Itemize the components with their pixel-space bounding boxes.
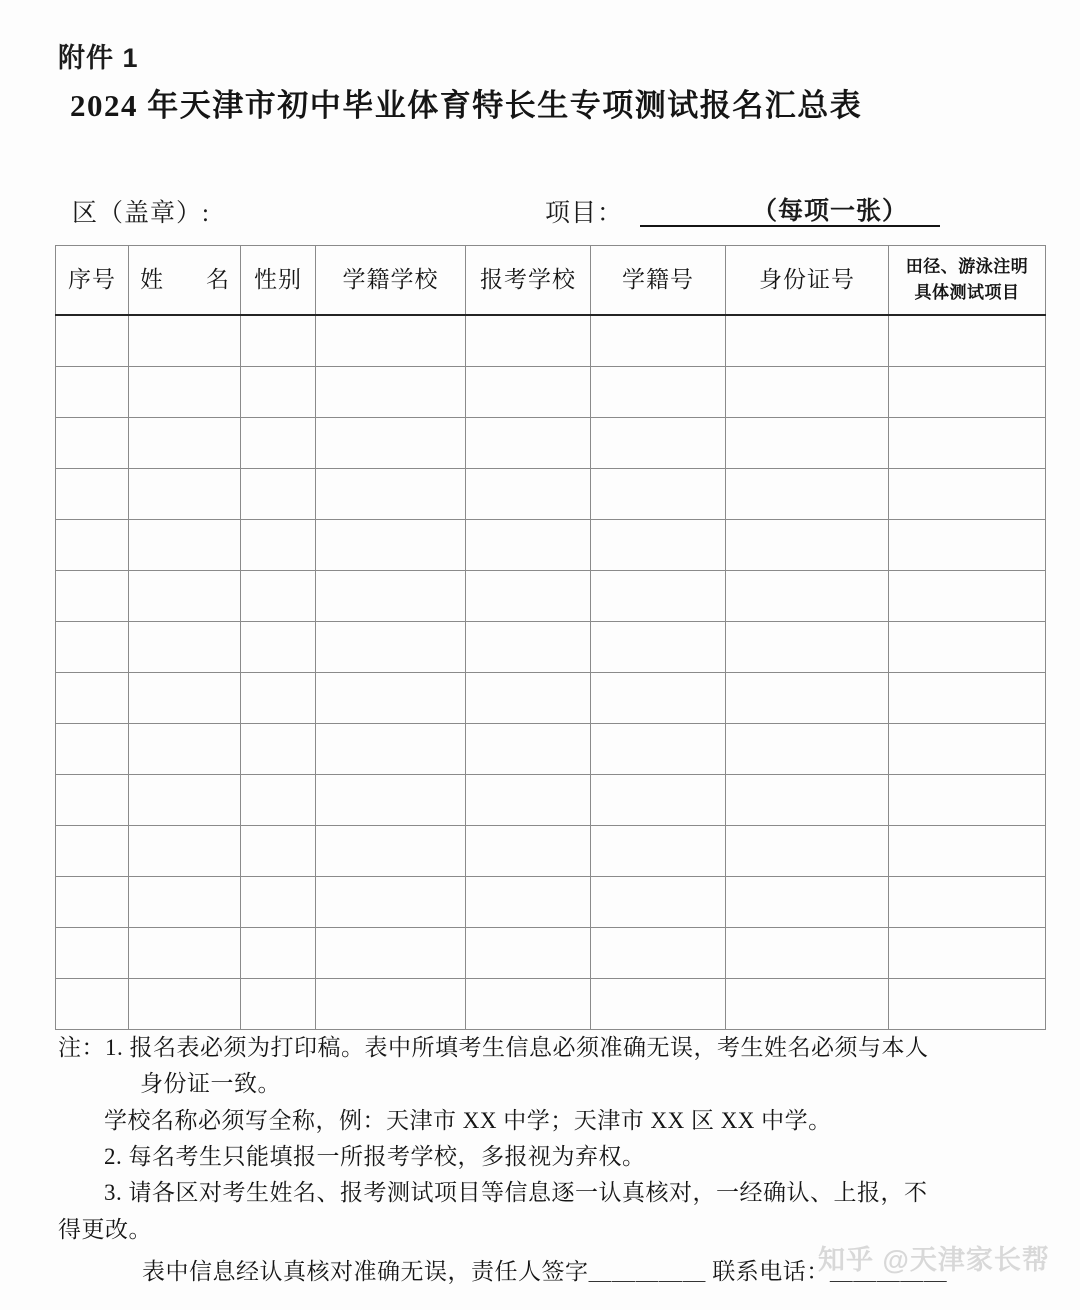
table-cell[interactable] [466,520,591,571]
table-row [56,775,1046,826]
table-cell[interactable] [726,673,889,724]
table-cell[interactable] [56,367,129,418]
table-cell[interactable] [591,877,726,928]
table-cell[interactable] [316,520,466,571]
table-cell[interactable] [129,469,241,520]
table-cell[interactable] [241,673,316,724]
table-cell[interactable] [726,979,889,1030]
table-row [56,469,1046,520]
column-header-id-card: 身份证号 [726,246,889,316]
table-cell[interactable] [591,622,726,673]
table-cell[interactable] [889,775,1046,826]
table-cell[interactable] [129,775,241,826]
table-cell[interactable] [56,418,129,469]
table-cell[interactable] [466,315,591,367]
table-cell[interactable] [56,315,129,367]
note-line-3: 学校名称必须写全称，例：天津市 XX 中学；天津市 XX 区 XX 中学。 [104,1107,832,1133]
table-cell[interactable] [889,826,1046,877]
table-cell[interactable] [466,469,591,520]
table-cell[interactable] [241,826,316,877]
registration-table [55,245,1046,1030]
note-line-5: 3. 请各区对考生姓名、报考测试项目等信息逐一认真核对，一经确认、上报，不 [104,1180,928,1206]
table-cell[interactable] [591,775,726,826]
table-cell[interactable] [129,826,241,877]
table-cell[interactable] [129,724,241,775]
table-cell[interactable] [726,826,889,877]
table-cell[interactable] [889,877,1046,928]
table-cell[interactable] [591,673,726,724]
column-header-applied-school: 报考学校 [466,246,591,316]
table-cell[interactable] [316,673,466,724]
table-cell[interactable] [241,979,316,1030]
table-cell[interactable] [316,367,466,418]
table-cell[interactable] [889,520,1046,571]
table-cell[interactable] [466,826,591,877]
table-cell[interactable] [889,367,1046,418]
table-cell[interactable] [241,775,316,826]
table-row [56,622,1046,673]
table-row [56,979,1046,1030]
district-seal-label: 区（盖章）: [72,200,210,227]
table-cell[interactable] [241,520,316,571]
column-header-student-id: 学籍号 [591,246,726,316]
note-line-4: 2. 每名考生只能填报一所报考学校，多报视为弃权。 [104,1143,646,1169]
table-cell[interactable] [56,469,129,520]
table-cell[interactable] [889,622,1046,673]
table-cell[interactable] [889,571,1046,622]
meta-row [0,193,1080,235]
table-cell[interactable] [56,520,129,571]
table-cell[interactable] [591,724,726,775]
table-cell[interactable] [56,775,129,826]
note-line-2: 身份证一致。 [140,1071,281,1097]
table-cell[interactable] [56,826,129,877]
table-cell[interactable] [316,418,466,469]
table-body [56,315,1046,1030]
table-cell[interactable] [316,928,466,979]
table-cell[interactable] [591,367,726,418]
table-cell[interactable] [726,724,889,775]
table-cell[interactable] [241,622,316,673]
table-cell[interactable] [56,571,129,622]
attachment-label: 附件 1 [58,43,139,73]
table-cell[interactable] [466,928,591,979]
project-label: 项目： [545,200,624,227]
table-row [56,520,1046,571]
table-cell[interactable] [241,571,316,622]
table-row [56,826,1046,877]
table-header-row [56,246,1046,316]
column-header-name [129,246,241,316]
table-cell[interactable] [316,315,466,367]
project-note: （每项一张） [752,198,909,225]
table-cell[interactable] [129,877,241,928]
column-header-name-text: 姓 名 [140,266,239,292]
table-cell[interactable] [241,418,316,469]
table-cell[interactable] [466,367,591,418]
table-cell[interactable] [56,928,129,979]
table-cell[interactable] [56,724,129,775]
table-cell[interactable] [129,673,241,724]
table-cell[interactable] [726,418,889,469]
table-cell[interactable] [726,469,889,520]
notes-section [58,1030,1058,1290]
table-cell[interactable] [56,979,129,1030]
table-cell[interactable] [316,826,466,877]
table-row [56,418,1046,469]
column-header-event-detail [889,246,1046,316]
table-cell[interactable] [889,315,1046,367]
note-line-1: 注：1. 报名表必须为打印稿。表中所填考生信息必须准确无误，考生姓名必须与本人 [58,1035,929,1060]
page-title: 2024 年天津市初中毕业体育特长生专项测试报名汇总表 [70,88,863,123]
table-cell[interactable] [241,877,316,928]
table-cell[interactable] [129,520,241,571]
table-cell[interactable] [129,571,241,622]
column-header-gender: 性别 [241,246,316,316]
table-cell[interactable] [466,979,591,1030]
table-cell[interactable] [466,418,591,469]
table-cell[interactable] [726,775,889,826]
table-cell[interactable] [591,315,726,367]
column-header-index: 序号 [56,246,129,316]
table-row [56,315,1046,367]
table-cell[interactable] [726,367,889,418]
table-row [56,367,1046,418]
table-cell[interactable] [316,571,466,622]
table-cell[interactable] [591,520,726,571]
table-cell[interactable] [129,418,241,469]
table-row [56,928,1046,979]
table-cell[interactable] [726,928,889,979]
table-cell[interactable] [129,979,241,1030]
table-cell[interactable] [129,928,241,979]
zhihu-watermark: 知乎 @天津家长帮 [818,1245,1050,1275]
table-cell[interactable] [316,724,466,775]
table-cell[interactable] [241,928,316,979]
table-cell[interactable] [466,775,591,826]
table-cell[interactable] [466,622,591,673]
table-cell[interactable] [726,571,889,622]
table-cell[interactable] [56,622,129,673]
table-row [56,724,1046,775]
table-cell[interactable] [316,775,466,826]
table-cell[interactable] [316,622,466,673]
table-cell[interactable] [889,469,1046,520]
table-cell[interactable] [591,928,726,979]
table-cell[interactable] [129,622,241,673]
table-row [56,571,1046,622]
table-cell[interactable] [591,469,726,520]
table-cell[interactable] [726,315,889,367]
table-cell[interactable] [241,724,316,775]
table-cell[interactable] [889,418,1046,469]
table-cell[interactable] [316,469,466,520]
table-cell[interactable] [316,877,466,928]
table-cell[interactable] [591,418,726,469]
table-cell[interactable] [466,877,591,928]
column-header-event-detail-line1: 田径、游泳注明 [905,256,1029,276]
column-header-event-detail-line2: 具体测试项目 [914,283,1020,302]
table-cell[interactable] [726,877,889,928]
table-cell[interactable] [726,520,889,571]
table-cell[interactable] [56,877,129,928]
note-line-6: 得更改。 [58,1216,152,1242]
table-cell[interactable] [889,928,1046,979]
table-row [56,673,1046,724]
table-cell[interactable] [591,979,726,1030]
table-cell[interactable] [889,673,1046,724]
column-header-registered-school: 学籍学校 [316,246,466,316]
table-row [56,877,1046,928]
table-cell[interactable] [889,979,1046,1030]
table-cell[interactable] [591,826,726,877]
table-cell[interactable] [56,673,129,724]
table-cell[interactable] [591,571,726,622]
table-cell[interactable] [316,979,466,1030]
table-cell[interactable] [466,673,591,724]
table-cell[interactable] [241,367,316,418]
table-cell[interactable] [241,315,316,367]
table-cell[interactable] [889,724,1046,775]
table-cell[interactable] [241,469,316,520]
table-cell[interactable] [726,622,889,673]
table-cell[interactable] [129,315,241,367]
signature-line: 表中信息经认真核对准确无误，责任人签字＿＿＿＿＿ 联系电话：＿＿＿＿＿ [142,1258,948,1284]
table-cell[interactable] [466,571,591,622]
table-cell[interactable] [129,367,241,418]
table-cell[interactable] [466,724,591,775]
